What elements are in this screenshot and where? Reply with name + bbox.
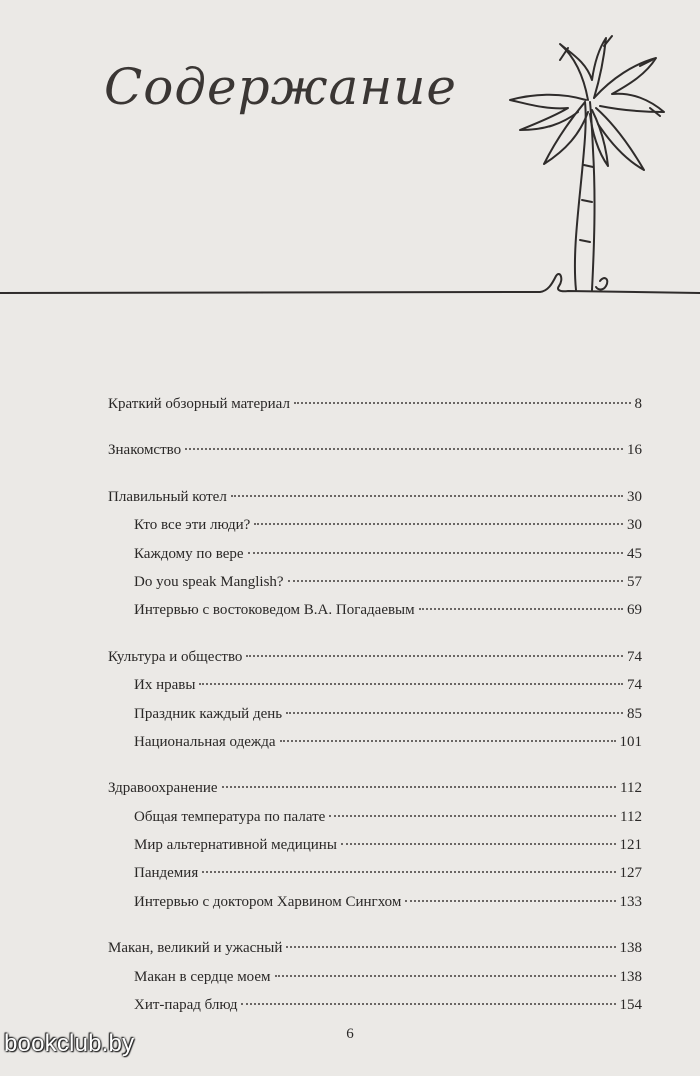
dot-leader [419, 608, 623, 610]
toc-subentry[interactable] [108, 991, 642, 1019]
palm-frond-left [510, 95, 586, 130]
palm-trunk [575, 102, 586, 290]
toc-page-number: 101 [619, 733, 642, 750]
toc-entry-title: Интервью с востоковедом В.А. Погадаевым [134, 602, 415, 619]
palm-tree-illustration [0, 0, 700, 320]
toc-page-number: 154 [619, 997, 642, 1014]
toc-page-number: 127 [619, 865, 642, 882]
dot-leader [185, 448, 623, 450]
palm-frond-right [594, 58, 664, 112]
toc-page-number: 121 [619, 837, 642, 854]
dot-leader [246, 655, 623, 657]
toc-subentry[interactable] [108, 963, 642, 991]
toc-entry-title: Хит-парад блюд [134, 997, 238, 1014]
toc-entry-title: Do you speak Manglish? [134, 573, 284, 590]
dot-leader [294, 402, 631, 404]
toc-entry-title: Праздник каждый день [134, 705, 283, 722]
toc-entry[interactable] [108, 774, 642, 802]
toc-section [108, 483, 642, 625]
toc-entry-title: Макан, великий и ужасный [108, 940, 283, 957]
toc-entry-title: Плавильный котел [108, 488, 227, 505]
toc-entry-title: Каждому по вере [134, 545, 244, 562]
toc-entry-title: Кто все эти люди? [134, 517, 251, 534]
toc-entry-title: Пандемия [134, 865, 199, 882]
toc-subentry[interactable] [108, 596, 642, 624]
toc-page-number: 69 [627, 602, 642, 619]
toc-page-number: 112 [620, 808, 642, 825]
toc-entry-title: Национальная одежда [134, 733, 276, 750]
toc-page-number: 138 [619, 968, 642, 985]
dot-leader [231, 495, 623, 497]
toc-page-number: 45 [627, 545, 642, 562]
toc-section [108, 774, 642, 916]
toc-entry-title: Культура и общество [108, 648, 243, 665]
toc-page-number: 74 [627, 677, 642, 694]
toc-page-number: 16 [627, 442, 642, 459]
toc-entry-title: Знакомство [108, 442, 182, 459]
dot-leader [329, 815, 616, 817]
toc-entry-title: Мир альтернативной медицины [134, 837, 337, 854]
toc-subentry[interactable] [108, 888, 642, 916]
toc-subentry[interactable] [108, 803, 642, 831]
toc-subentry[interactable] [108, 511, 642, 539]
toc-subentry[interactable] [108, 540, 642, 568]
toc-subentry[interactable] [108, 568, 642, 596]
toc-page-number: 133 [619, 893, 642, 910]
toc-section [108, 390, 642, 418]
dot-leader [254, 523, 623, 525]
toc-section [108, 643, 642, 757]
toc-subentry[interactable] [108, 859, 642, 887]
dot-leader [286, 946, 615, 948]
toc-page-number: 85 [627, 705, 642, 722]
toc-entry-title: Макан в сердце моем [134, 968, 271, 985]
table-of-contents [108, 390, 642, 1037]
toc-page-number: 138 [619, 940, 642, 957]
toc-entry-title: Краткий обзорный материал [108, 396, 290, 412]
watermark-logo: bookclub.by [4, 1030, 135, 1057]
toc-entry[interactable] [108, 934, 642, 962]
dot-leader [248, 552, 623, 554]
dot-leader [405, 900, 615, 902]
dot-leader [286, 712, 623, 714]
toc-page-number: 112 [620, 780, 642, 797]
toc-entry[interactable] [108, 643, 642, 671]
toc-entry-title: Здравоохранение [108, 780, 218, 797]
dot-leader [280, 740, 616, 742]
dot-leader [202, 871, 615, 873]
toc-entry-title: Их нравы [134, 677, 196, 694]
dot-leader [199, 683, 623, 685]
toc-page-number: 57 [627, 573, 642, 590]
toc-section [108, 934, 642, 1019]
toc-entry[interactable] [108, 390, 642, 418]
dot-leader [275, 975, 616, 977]
dot-leader [222, 786, 616, 788]
toc-subentry[interactable] [108, 700, 642, 728]
toc-entry-title: Интервью с доктором Харвином Сингхом [134, 893, 402, 910]
dot-leader [241, 1003, 615, 1005]
toc-subentry[interactable] [108, 831, 642, 859]
toc-page-number: 74 [627, 648, 642, 665]
toc-subentry[interactable] [108, 671, 642, 699]
toc-entry-title: Общая температура по палате [134, 808, 326, 825]
horizon-line [0, 274, 700, 293]
page-number: 6 [346, 1026, 354, 1042]
toc-page-number: 30 [627, 517, 642, 534]
toc-subentry[interactable] [108, 728, 642, 756]
toc-entry[interactable] [108, 436, 642, 464]
dot-leader [288, 580, 623, 582]
palm-frond-top [560, 38, 606, 100]
dot-leader [341, 843, 616, 845]
toc-page-number: 30 [627, 488, 642, 505]
toc-entry[interactable] [108, 483, 642, 511]
page-title: Содержание [104, 58, 458, 116]
toc-page-number: 8 [634, 396, 642, 412]
toc-section [108, 436, 642, 464]
